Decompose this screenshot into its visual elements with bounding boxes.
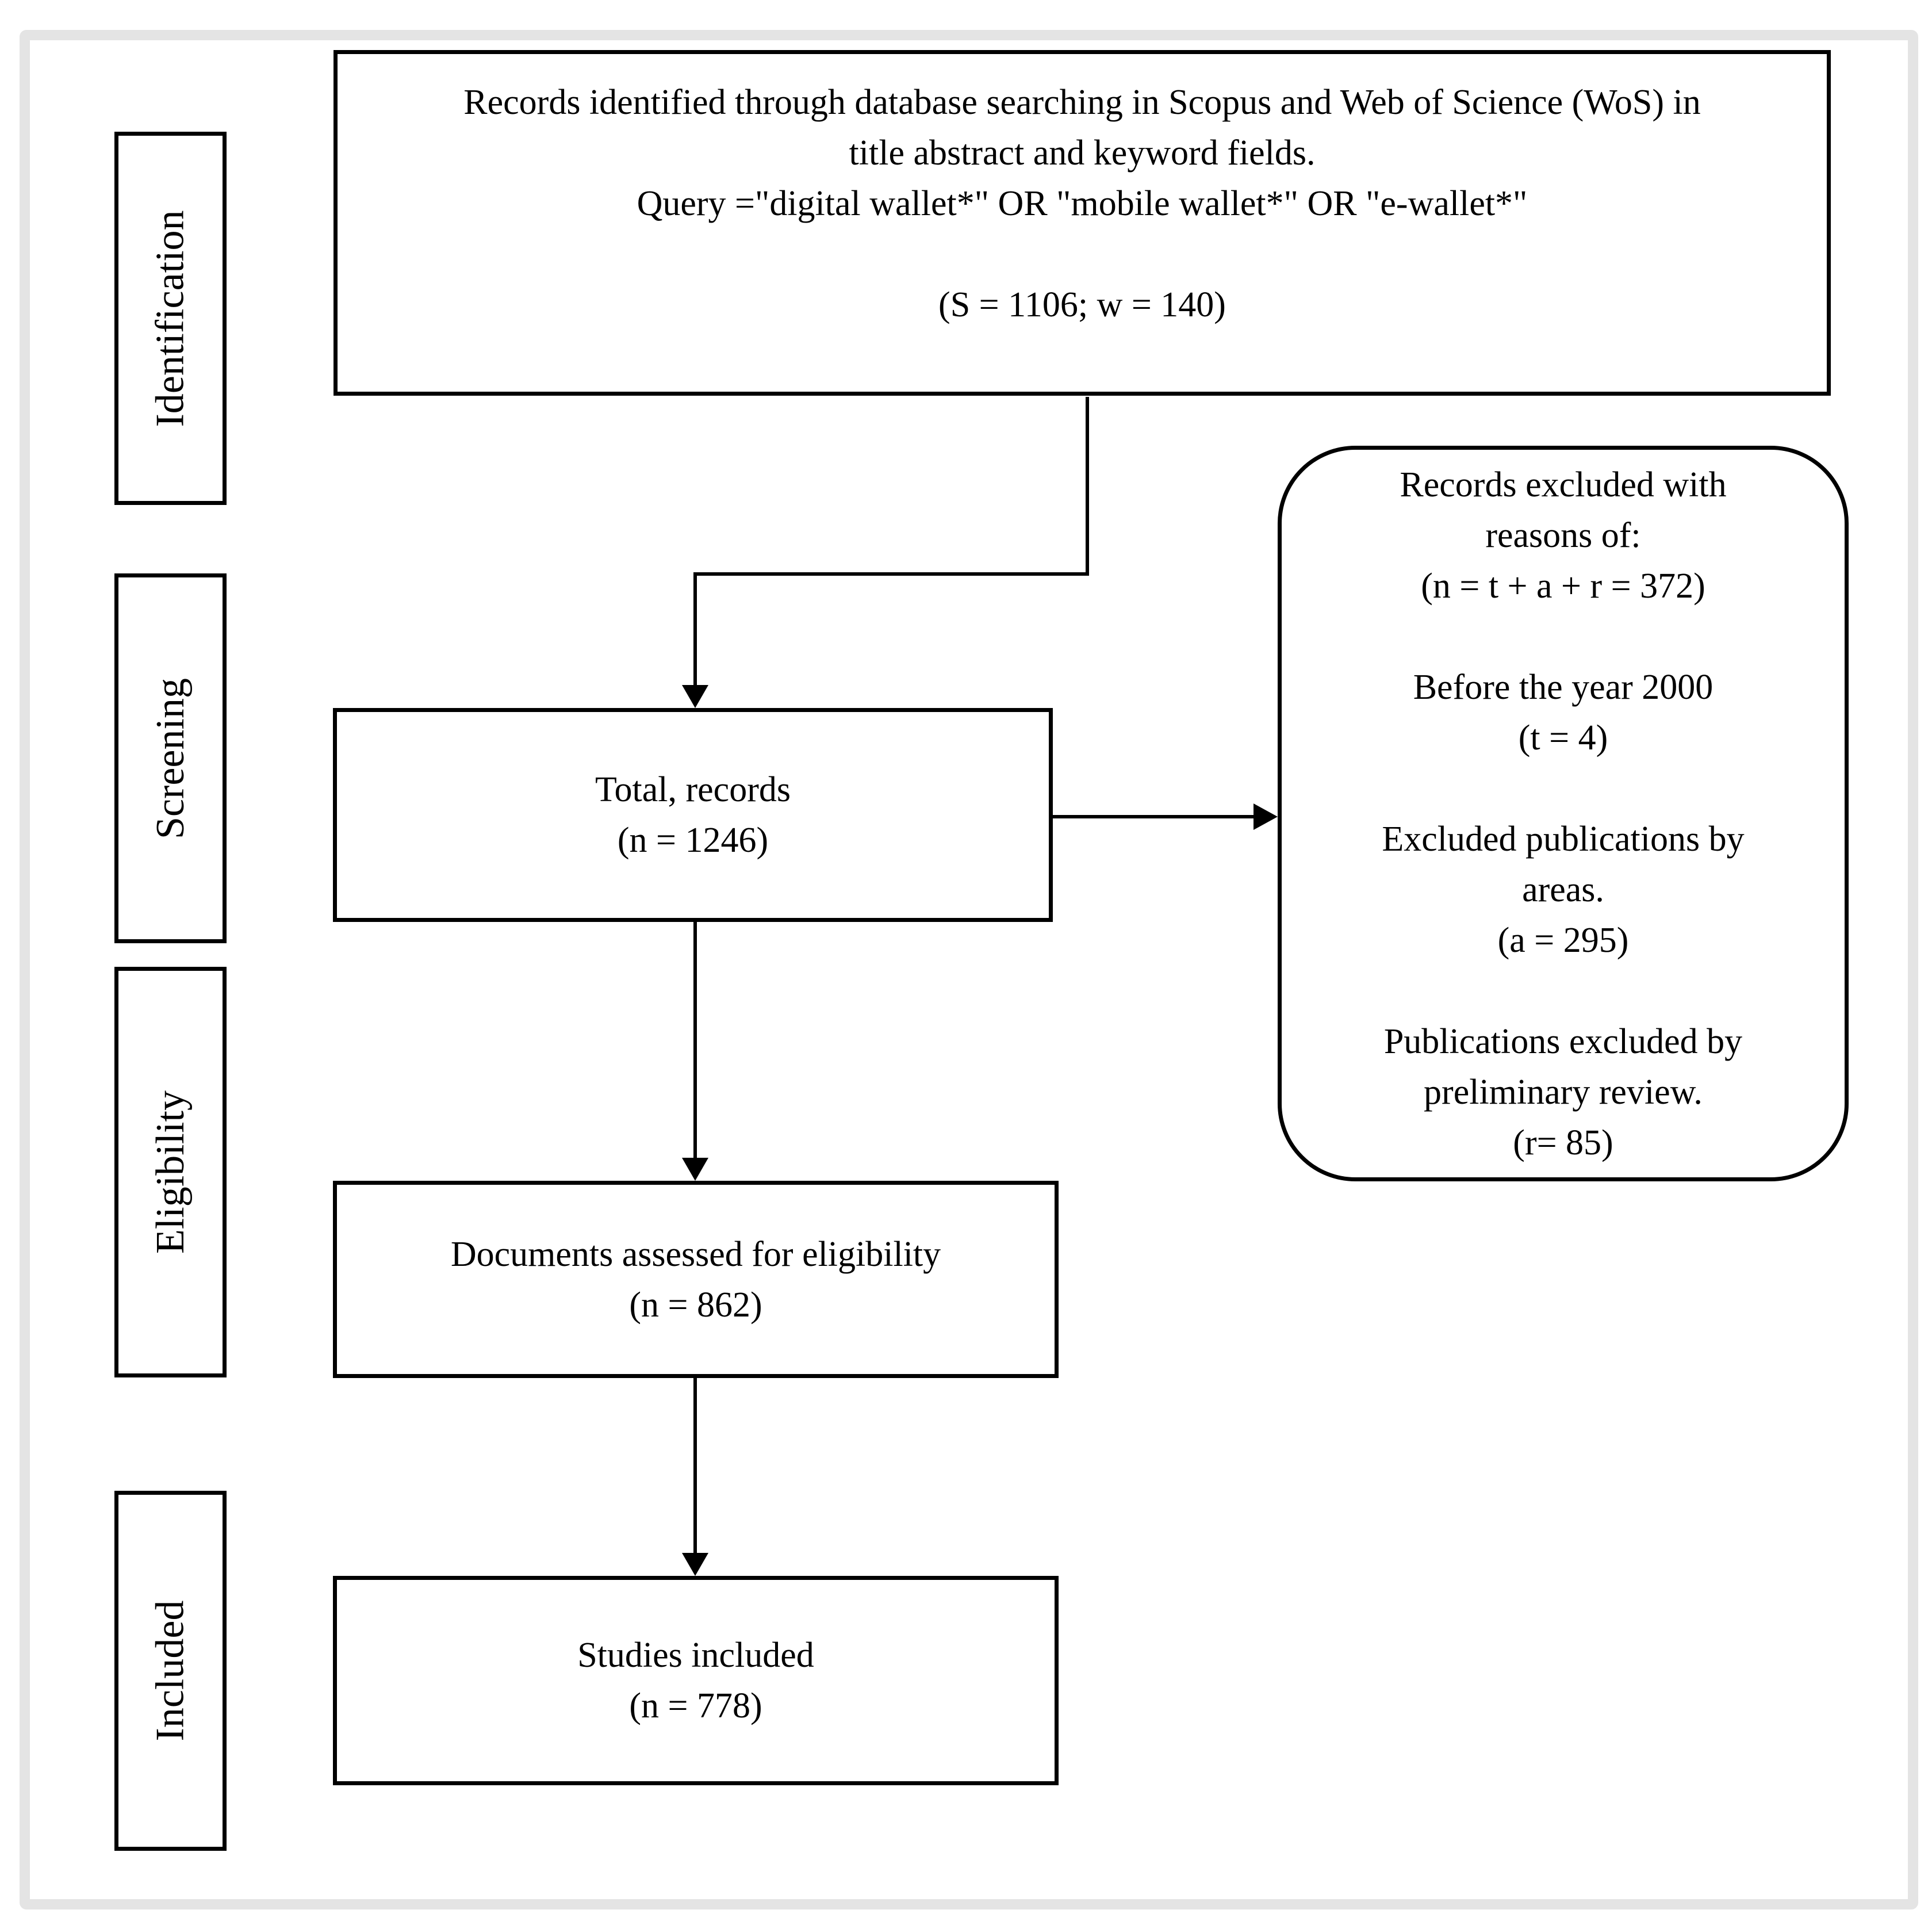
excluded-reason-2-line-1: Excluded publications by <box>1382 819 1745 859</box>
studies-included-box <box>333 1576 1059 1785</box>
excluded-header-line-2: reasons of: <box>1485 515 1641 555</box>
stage-box-eligibility <box>114 967 227 1377</box>
studies-included-title: Studies included <box>577 1636 814 1675</box>
stage-box-identification <box>114 132 227 505</box>
records-identified-count: (S = 1106; w = 140) <box>938 285 1226 324</box>
records-identified-box <box>334 50 1831 396</box>
records-identified-query-line: Query ="digital wallet*" OR "mobile wallet*" OR "e-wallet*" <box>637 184 1528 223</box>
documents-assessed-count: (n = 862) <box>629 1285 762 1325</box>
arrowhead-into-excluded-box <box>1254 803 1278 830</box>
excluded-reason-1-count: (t = 4) <box>1518 718 1608 757</box>
blank-line <box>1282 763 1845 814</box>
stage-box-included <box>114 1491 227 1851</box>
excluded-reason-2-count: (a = 295) <box>1497 920 1629 960</box>
total-records-count: (n = 1246) <box>617 821 769 860</box>
excluded-header-count: (n = t + a + r = 372) <box>1421 566 1705 606</box>
stage-label-identification: Identification <box>148 209 193 427</box>
total-records-title: Total, records <box>595 770 791 809</box>
blank-line <box>1282 966 1845 1016</box>
connector-total-to-excluded <box>1051 815 1254 818</box>
stage-label-eligibility: Eligibility <box>148 1090 193 1254</box>
records-identified-line-2: title abstract and keyword fields. <box>849 133 1316 173</box>
stage-label-screening: Screening <box>148 678 193 839</box>
connector-documents-to-studies <box>693 1377 697 1554</box>
records-identified-line-1: Records identified through database searching in Scopus and Web of Science (WoS) in <box>463 83 1701 122</box>
records-excluded-box <box>1278 446 1849 1181</box>
arrowhead-into-studies-box <box>682 1553 708 1576</box>
excluded-reason-2-line-2: areas. <box>1522 870 1604 909</box>
stage-box-screening <box>114 573 227 943</box>
stage-label-included: Included <box>148 1600 193 1742</box>
excluded-reason-3-line-1: Publications excluded by <box>1383 1021 1743 1061</box>
documents-assessed-box <box>333 1181 1059 1378</box>
connector-identified-to-total-segment <box>693 572 697 686</box>
excluded-reason-3-count: (r= 85) <box>1513 1123 1613 1162</box>
arrowhead-into-total-box <box>682 685 708 708</box>
excluded-reason-3-line-2: preliminary review. <box>1424 1072 1703 1112</box>
arrowhead-into-documents-box <box>682 1158 708 1181</box>
documents-assessed-title: Documents assessed for eligibility <box>450 1234 941 1274</box>
connector-identified-horizontal-segment <box>693 572 1089 576</box>
connector-total-to-documents <box>693 920 697 1159</box>
blank-line <box>338 229 1827 280</box>
blank-line <box>1282 611 1845 662</box>
connector-identified-down-segment <box>1086 397 1089 574</box>
excluded-reason-1-line-1: Before the year 2000 <box>1413 667 1713 707</box>
excluded-header-line-1: Records excluded with <box>1400 465 1727 504</box>
total-records-box <box>333 708 1053 922</box>
studies-included-count: (n = 778) <box>629 1686 762 1725</box>
